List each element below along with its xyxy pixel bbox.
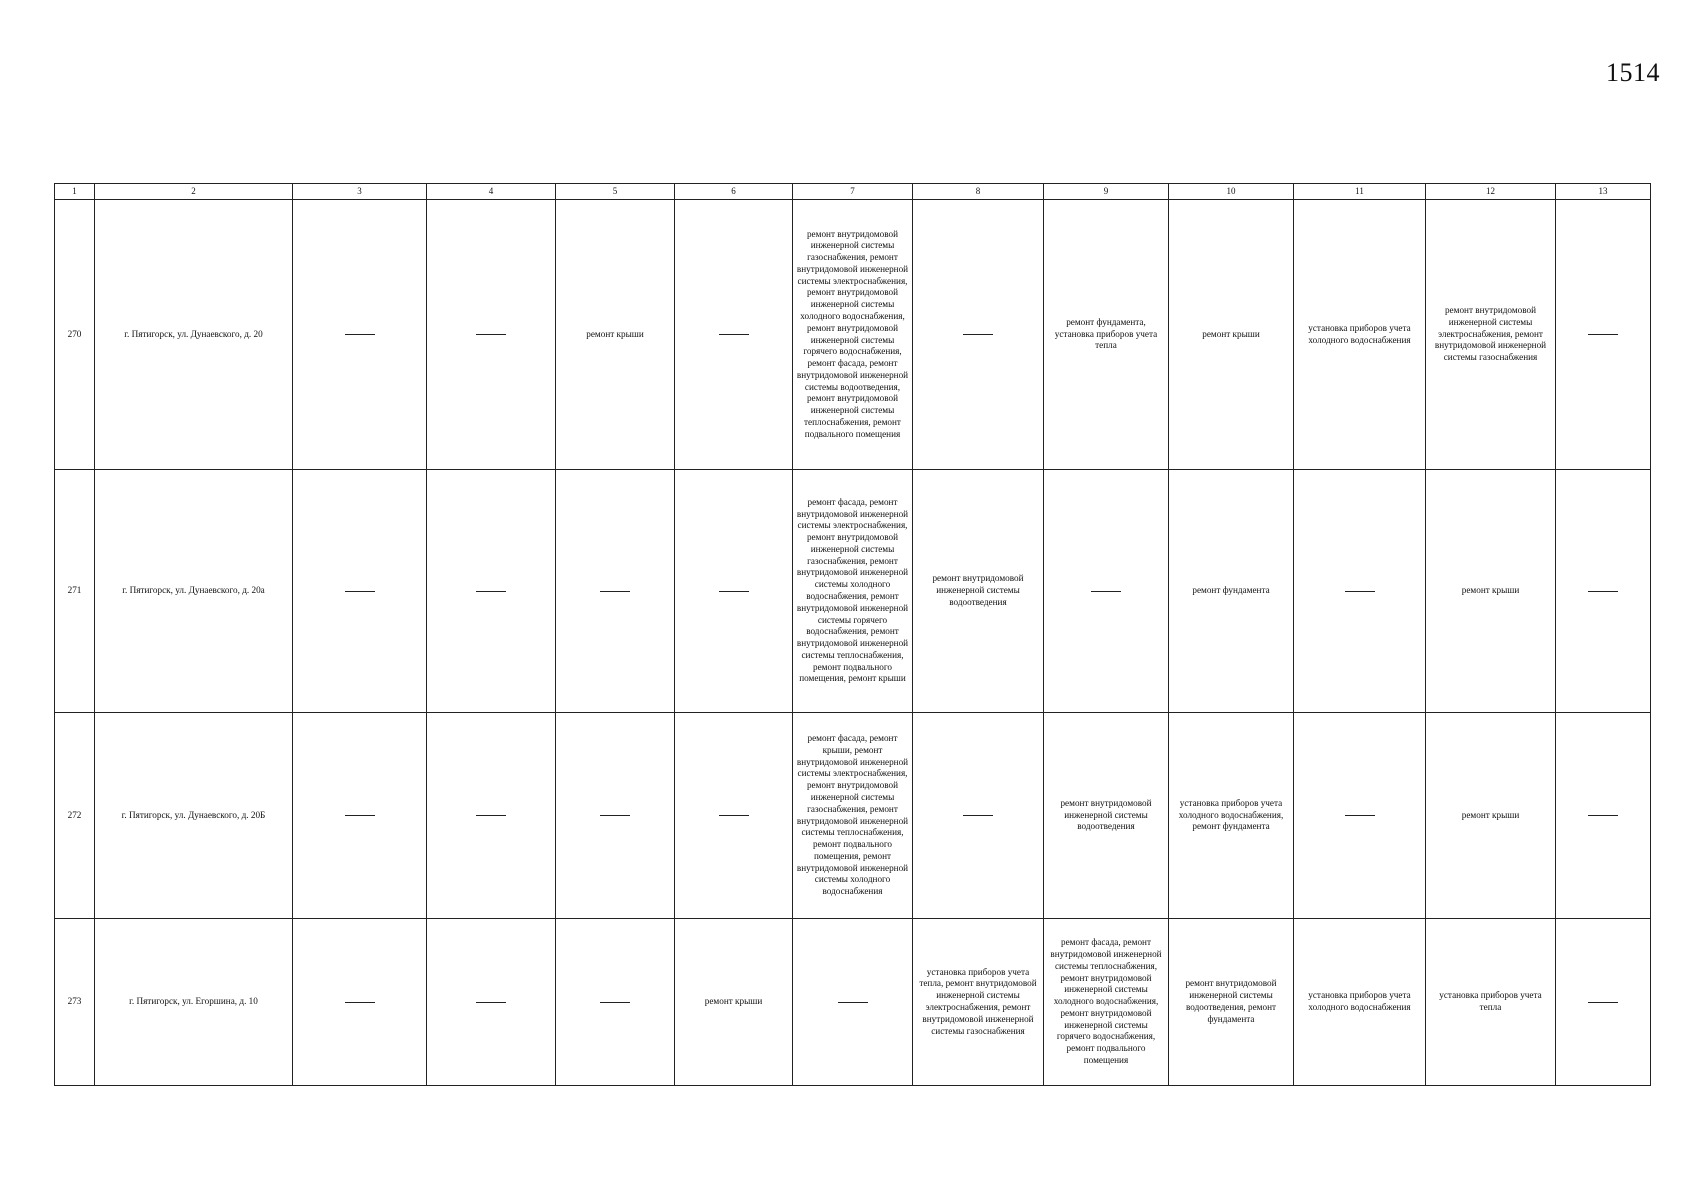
work-cell: [1169, 200, 1294, 470]
capital-repair-schedule-table: [54, 183, 1651, 1086]
table-body: [55, 200, 1651, 1086]
table-row: [55, 713, 1651, 919]
table-row: [55, 200, 1651, 470]
column-number: 1: [55, 184, 95, 200]
dash-mark: [476, 815, 506, 816]
dash-mark: [600, 591, 630, 592]
work-text: ремонт фасада, ремонт крыши, ремонт внутридомовой инженерной системы электроснабжения, ремонт внутридомовой инженерной системы газоснабжения, ремонт внутридомовой инженерной системы теплоснабжения, ремонт подвального помещения, ремонт внутридомовой инженерной системы холодного водоснабжения: [796, 733, 909, 897]
dash-mark: [345, 334, 375, 335]
empty-cell: [913, 713, 1044, 919]
dash-mark: [600, 1002, 630, 1003]
table-row: [55, 919, 1651, 1086]
empty-cell: [913, 200, 1044, 470]
work-cell: [1426, 919, 1556, 1086]
dash-mark: [1588, 1002, 1618, 1003]
column-number: 11: [1294, 184, 1426, 200]
work-text: ремонт крыши: [586, 328, 644, 339]
empty-cell: [1556, 713, 1651, 919]
dash-mark: [1588, 591, 1618, 592]
empty-cell: [427, 713, 556, 919]
empty-cell: [1556, 200, 1651, 470]
column-number: 5: [556, 184, 675, 200]
work-cell: [1426, 470, 1556, 713]
column-number-row: [55, 184, 1651, 200]
page-number: 1514: [1606, 58, 1660, 87]
dash-mark: [600, 815, 630, 816]
column-number: 10: [1169, 184, 1294, 200]
dash-mark: [345, 815, 375, 816]
row-number-cell: 273: [55, 919, 95, 1086]
empty-cell: [675, 200, 793, 470]
column-number: 12: [1426, 184, 1556, 200]
empty-cell: [293, 919, 427, 1086]
column-number: 6: [675, 184, 793, 200]
empty-cell: [427, 200, 556, 470]
work-cell: [556, 200, 675, 470]
work-cell: [793, 200, 913, 470]
dash-mark: [1345, 815, 1375, 816]
work-text: ремонт фундамента: [1192, 585, 1270, 596]
empty-cell: [556, 713, 675, 919]
dash-mark: [719, 334, 749, 335]
work-cell: [675, 919, 793, 1086]
empty-cell: [1044, 470, 1169, 713]
dash-mark: [476, 591, 506, 592]
dash-mark: [345, 591, 375, 592]
row-number-cell: 270: [55, 200, 95, 470]
work-cell: [1169, 919, 1294, 1086]
work-text: установка приборов учета тепла: [1439, 990, 1542, 1012]
column-number: 9: [1044, 184, 1169, 200]
row-number-cell: 271: [55, 470, 95, 713]
work-text: установка приборов учета холодного водоснабжения, ремонт фундамента: [1178, 797, 1284, 832]
empty-cell: [1556, 919, 1651, 1086]
empty-cell: [675, 713, 793, 919]
address-cell: г. Пятигорск, ул. Дунаевского, д. 20: [95, 200, 293, 470]
empty-cell: [1294, 713, 1426, 919]
work-text: установка приборов учета холодного водоснабжения: [1308, 322, 1411, 345]
dash-mark: [719, 591, 749, 592]
work-text: установка приборов учета тепла, ремонт внутридомовой инженерной системы электроснабжения, ремонт внутридомовой инженерной системы газоснабжения: [919, 966, 1037, 1036]
column-number: 8: [913, 184, 1044, 200]
empty-cell: [427, 919, 556, 1086]
work-cell: [1044, 713, 1169, 919]
dash-mark: [1091, 591, 1121, 592]
work-text: ремонт внутридомовой инженерной системы водоотведения: [932, 573, 1024, 607]
work-cell: [913, 470, 1044, 713]
table-row: [55, 470, 1651, 713]
dash-mark: [838, 1002, 868, 1003]
work-cell: [793, 713, 913, 919]
work-text: ремонт внутридомовой инженерной системы водоотведения: [1060, 797, 1152, 832]
column-number: 2: [95, 184, 293, 200]
empty-cell: [1556, 470, 1651, 713]
dash-mark: [1345, 591, 1375, 592]
work-cell: [1294, 919, 1426, 1086]
dash-mark: [963, 334, 993, 335]
work-text: ремонт внутридомовой инженерной системы водоотведения, ремонт фундамента: [1185, 978, 1277, 1024]
column-number: 13: [1556, 184, 1651, 200]
dash-mark: [345, 1002, 375, 1003]
dash-mark: [1588, 334, 1618, 335]
address-cell: г. Пятигорск, ул. Дунаевского, д. 20а: [95, 470, 293, 713]
work-text: ремонт фундамента, установка приборов учета тепла: [1054, 316, 1158, 351]
work-cell: [1044, 200, 1169, 470]
work-text: ремонт внутридомовой инженерной системы электроснабжения, ремонт внутридомовой инженерной системы газоснабжения: [1434, 305, 1547, 363]
empty-cell: [793, 919, 913, 1086]
empty-cell: [293, 200, 427, 470]
work-text: ремонт крыши: [1461, 809, 1520, 820]
work-cell: [1426, 200, 1556, 470]
address-cell: г. Пятигорск, ул. Дунаевского, д. 20Б: [95, 713, 293, 919]
empty-cell: [1294, 470, 1426, 713]
dash-mark: [963, 815, 993, 816]
empty-cell: [556, 919, 675, 1086]
dash-mark: [719, 815, 749, 816]
dash-mark: [1588, 815, 1618, 816]
column-number: 4: [427, 184, 556, 200]
empty-cell: [556, 470, 675, 713]
work-cell: [1169, 713, 1294, 919]
row-number-cell: 272: [55, 713, 95, 919]
empty-cell: [293, 470, 427, 713]
work-cell: [793, 470, 913, 713]
empty-cell: [293, 713, 427, 919]
work-cell: [1294, 200, 1426, 470]
work-cell: [913, 919, 1044, 1086]
work-text: ремонт внутридомовой инженерной системы газоснабжения, ремонт внутридомовой инженерной системы электроснабжения, ремонт внутридомовой инженерной системы холодного водоснабжения, ремонт внутридомовой инженерной системы горячего водоснабжения, ремонт фасада, ремонт внутридомовой инженерной системы водоотведения, ремонт внутридомовой инженерной системы теплоснабжения, ремонт подвального помещения: [796, 228, 909, 439]
work-text: ремонт крыши: [1461, 585, 1520, 596]
empty-cell: [675, 470, 793, 713]
work-text: ремонт крыши: [704, 996, 763, 1007]
work-cell: [1426, 713, 1556, 919]
column-number: 7: [793, 184, 913, 200]
work-text: установка приборов учета холодного водоснабжения: [1308, 990, 1411, 1012]
work-text: ремонт крыши: [1202, 328, 1260, 339]
work-cell: [1169, 470, 1294, 713]
work-cell: [1044, 919, 1169, 1086]
address-cell: г. Пятигорск, ул. Егоршина, д. 10: [95, 919, 293, 1086]
column-number: 3: [293, 184, 427, 200]
work-text: ремонт фасада, ремонт внутридомовой инженерной системы теплоснабжения, ремонт внутридомовой инженерной системы холодного водоснабжения, ремонт внутридомовой инженерной системы горячего водоснабжения, ремонт подвального помещения: [1050, 937, 1162, 1065]
dash-mark: [476, 334, 506, 335]
empty-cell: [427, 470, 556, 713]
dash-mark: [476, 1002, 506, 1003]
work-text: ремонт фасада, ремонт внутридомовой инженерной системы электроснабжения, ремонт внутридомовой инженерной системы газоснабжения, ремонт внутридомовой инженерной системы холодного водоснабжения, ремонт внутридомовой инженерной системы горячего водоснабжения, ремонт внутридомовой инженерной системы теплоснабжения, ремонт подвального помещения, ремонт крыши: [796, 496, 909, 684]
